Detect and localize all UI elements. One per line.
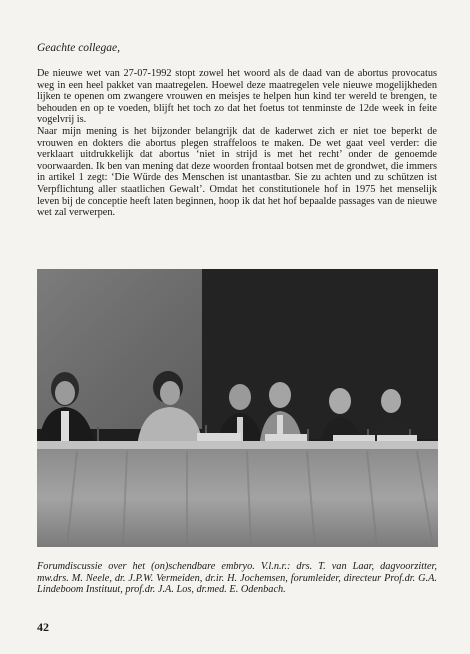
photo-caption: Forumdiscussie over het (on)schendbare embryo. V.l.n.r.: drs. T. van Laar, dagvoorzitter, mw.drs. M. Neele, dr. J.P.W. Vermeiden, dr.ir. H. Jochemsen, forumleider, directeur Prof.dr. G.A. Lindeboom Instituut, prof.dr. J.A. Los, dr.med. E. Odenbach. xyxy=(37,561,437,596)
forum-photo-image xyxy=(37,269,438,547)
paragraph-2: Naar mijn mening is het bijzonder belangrijk dat de kaderwet zich er niet toe beperkt de vrouwen en dokters die abortus plegen straffeloos te maken. De wet gaat veel verder: die verklaart uitdrukkelijk dat abortus ‘niet in strijd is met het recht’ onder de genoemde voorwaarden. Ik ben van mening dat deze woorden frontaal botsen met de grondwet, die immers in artikel 1 zegt: ‘Die Würde des Menschen ist unantastbar. Sie zu achten und zu schützen ist Verpflichtung aller staatlichen Gewalt’. Omdat het constitutionele hof in 1975 het menselijk leven bij de conceptie heeft laten beginnen, hoop ik dat het hof bepaalde passages van de nieuwe wet zal verwerpen. xyxy=(37,125,437,219)
page-number: 42 xyxy=(37,620,49,634)
letter-body xyxy=(37,68,437,219)
forum-photo xyxy=(37,269,438,547)
paragraph-1: De nieuwe wet van 27-07-1992 stopt zowel het woord als de daad van de abortus provocatus weg in een heel pakket van maatregelen. Hoewel deze maatregelen vele nieuwe mogelijkheden lijken te openen om zwangere vrouwen en meisjes te helpen hun kind ter wereld te brengen, te behouden en op te voeden, blijft het toch zo dat het foetus tot tenminste de 12de week in feite vogelvrij is. xyxy=(37,68,437,126)
salutation: Geachte collegae, xyxy=(37,42,121,54)
